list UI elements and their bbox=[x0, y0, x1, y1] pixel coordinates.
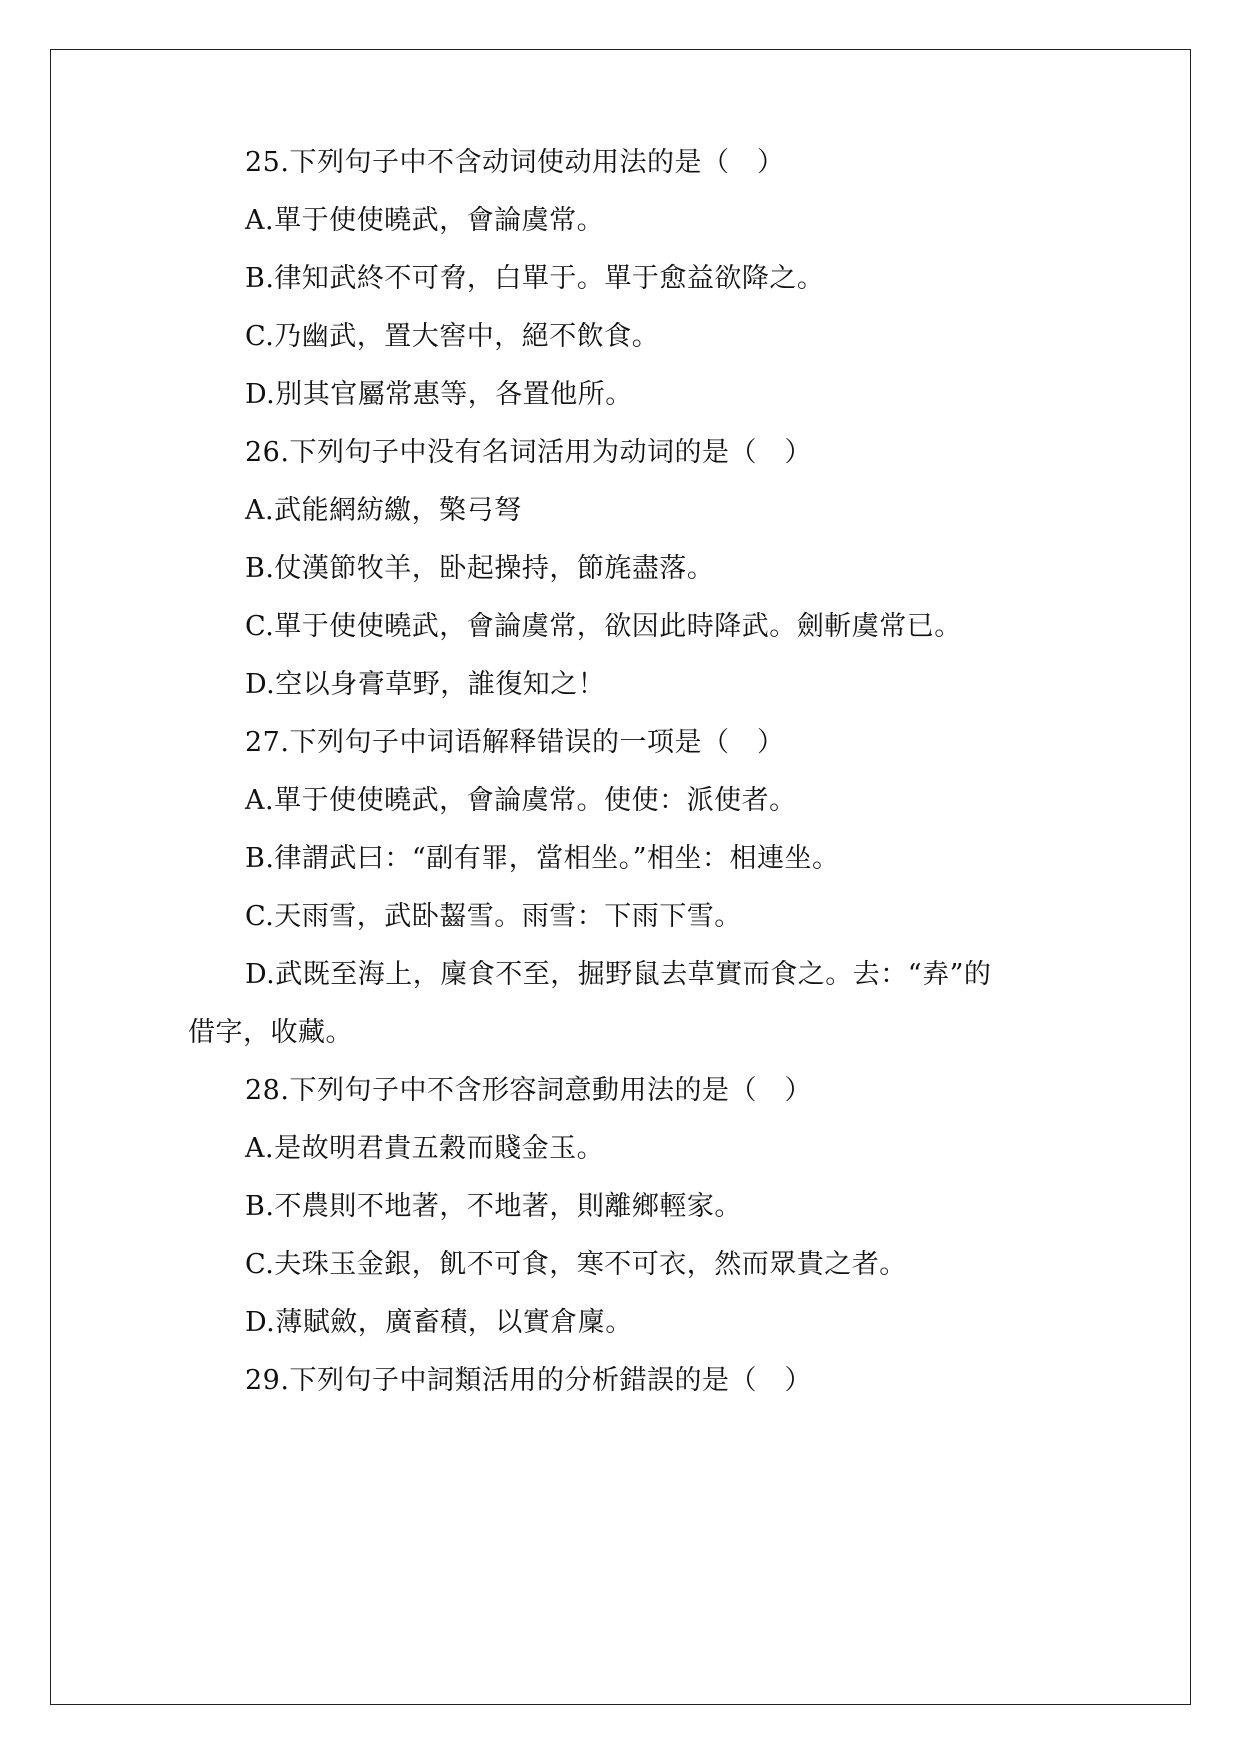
option-c: C.夫珠玉金銀，飢不可食，寒不可衣，然而眾貴之者。 bbox=[245, 1249, 907, 1280]
option-b: B.仗漢節牧羊，卧起操持，節旄盡落。 bbox=[245, 553, 715, 584]
option-d: D.別其官屬常惠等，各置他所。 bbox=[245, 379, 633, 410]
option-b: B.不農則不地著，不地著，則離鄉輕家。 bbox=[245, 1191, 742, 1222]
option-c: C.乃幽武，置大窖中，絕不飲食。 bbox=[245, 321, 660, 352]
option-a: A.是故明君貴五穀而賤金玉。 bbox=[245, 1133, 605, 1164]
option-b: B.律知武終不可脅，白單于。單于愈益欲降之。 bbox=[245, 263, 825, 294]
question-stem: 25.下列句子中不含动词使动用法的是（ ） bbox=[245, 147, 785, 178]
option-a: A.武能網紡繳，檠弓弩 bbox=[245, 495, 522, 526]
question-stem: 29.下列句子中詞類活用的分析錯誤的是（ ） bbox=[245, 1365, 812, 1396]
option-d: D.空以身膏草野，誰復知之！ bbox=[245, 669, 606, 700]
option-c: C.單于使使曉武，會論虞常，欲因此時降武。劍斬虞常已。 bbox=[245, 611, 962, 642]
question-stem: 26.下列句子中没有名词活用为动词的是（ ） bbox=[245, 437, 812, 468]
option-b: B.律謂武曰：“副有罪，當相坐。”相坐：相連坐。 bbox=[245, 843, 840, 874]
option-c: C.天雨雪，武卧齧雪。雨雪：下雨下雪。 bbox=[245, 901, 742, 932]
page-border bbox=[50, 49, 1191, 1705]
question-stem: 27.下列句子中词语解释错误的一项是（ ） bbox=[245, 727, 785, 758]
option-a: A.單于使使曉武，會論虞常。 bbox=[245, 205, 605, 236]
question-stem: 28.下列句子中不含形容詞意動用法的是（ ） bbox=[245, 1075, 812, 1106]
option-d-continuation: 借字，收藏。 bbox=[188, 1017, 353, 1048]
option-d: D.武既至海上，廩食不至，掘野鼠去草實而食之。去：“弆”的 bbox=[245, 959, 992, 990]
option-d: D.薄賦斂，廣畜積，以實倉廩。 bbox=[245, 1307, 633, 1338]
option-a: A.單于使使曉武，會論虞常。使使：派使者。 bbox=[245, 785, 797, 816]
